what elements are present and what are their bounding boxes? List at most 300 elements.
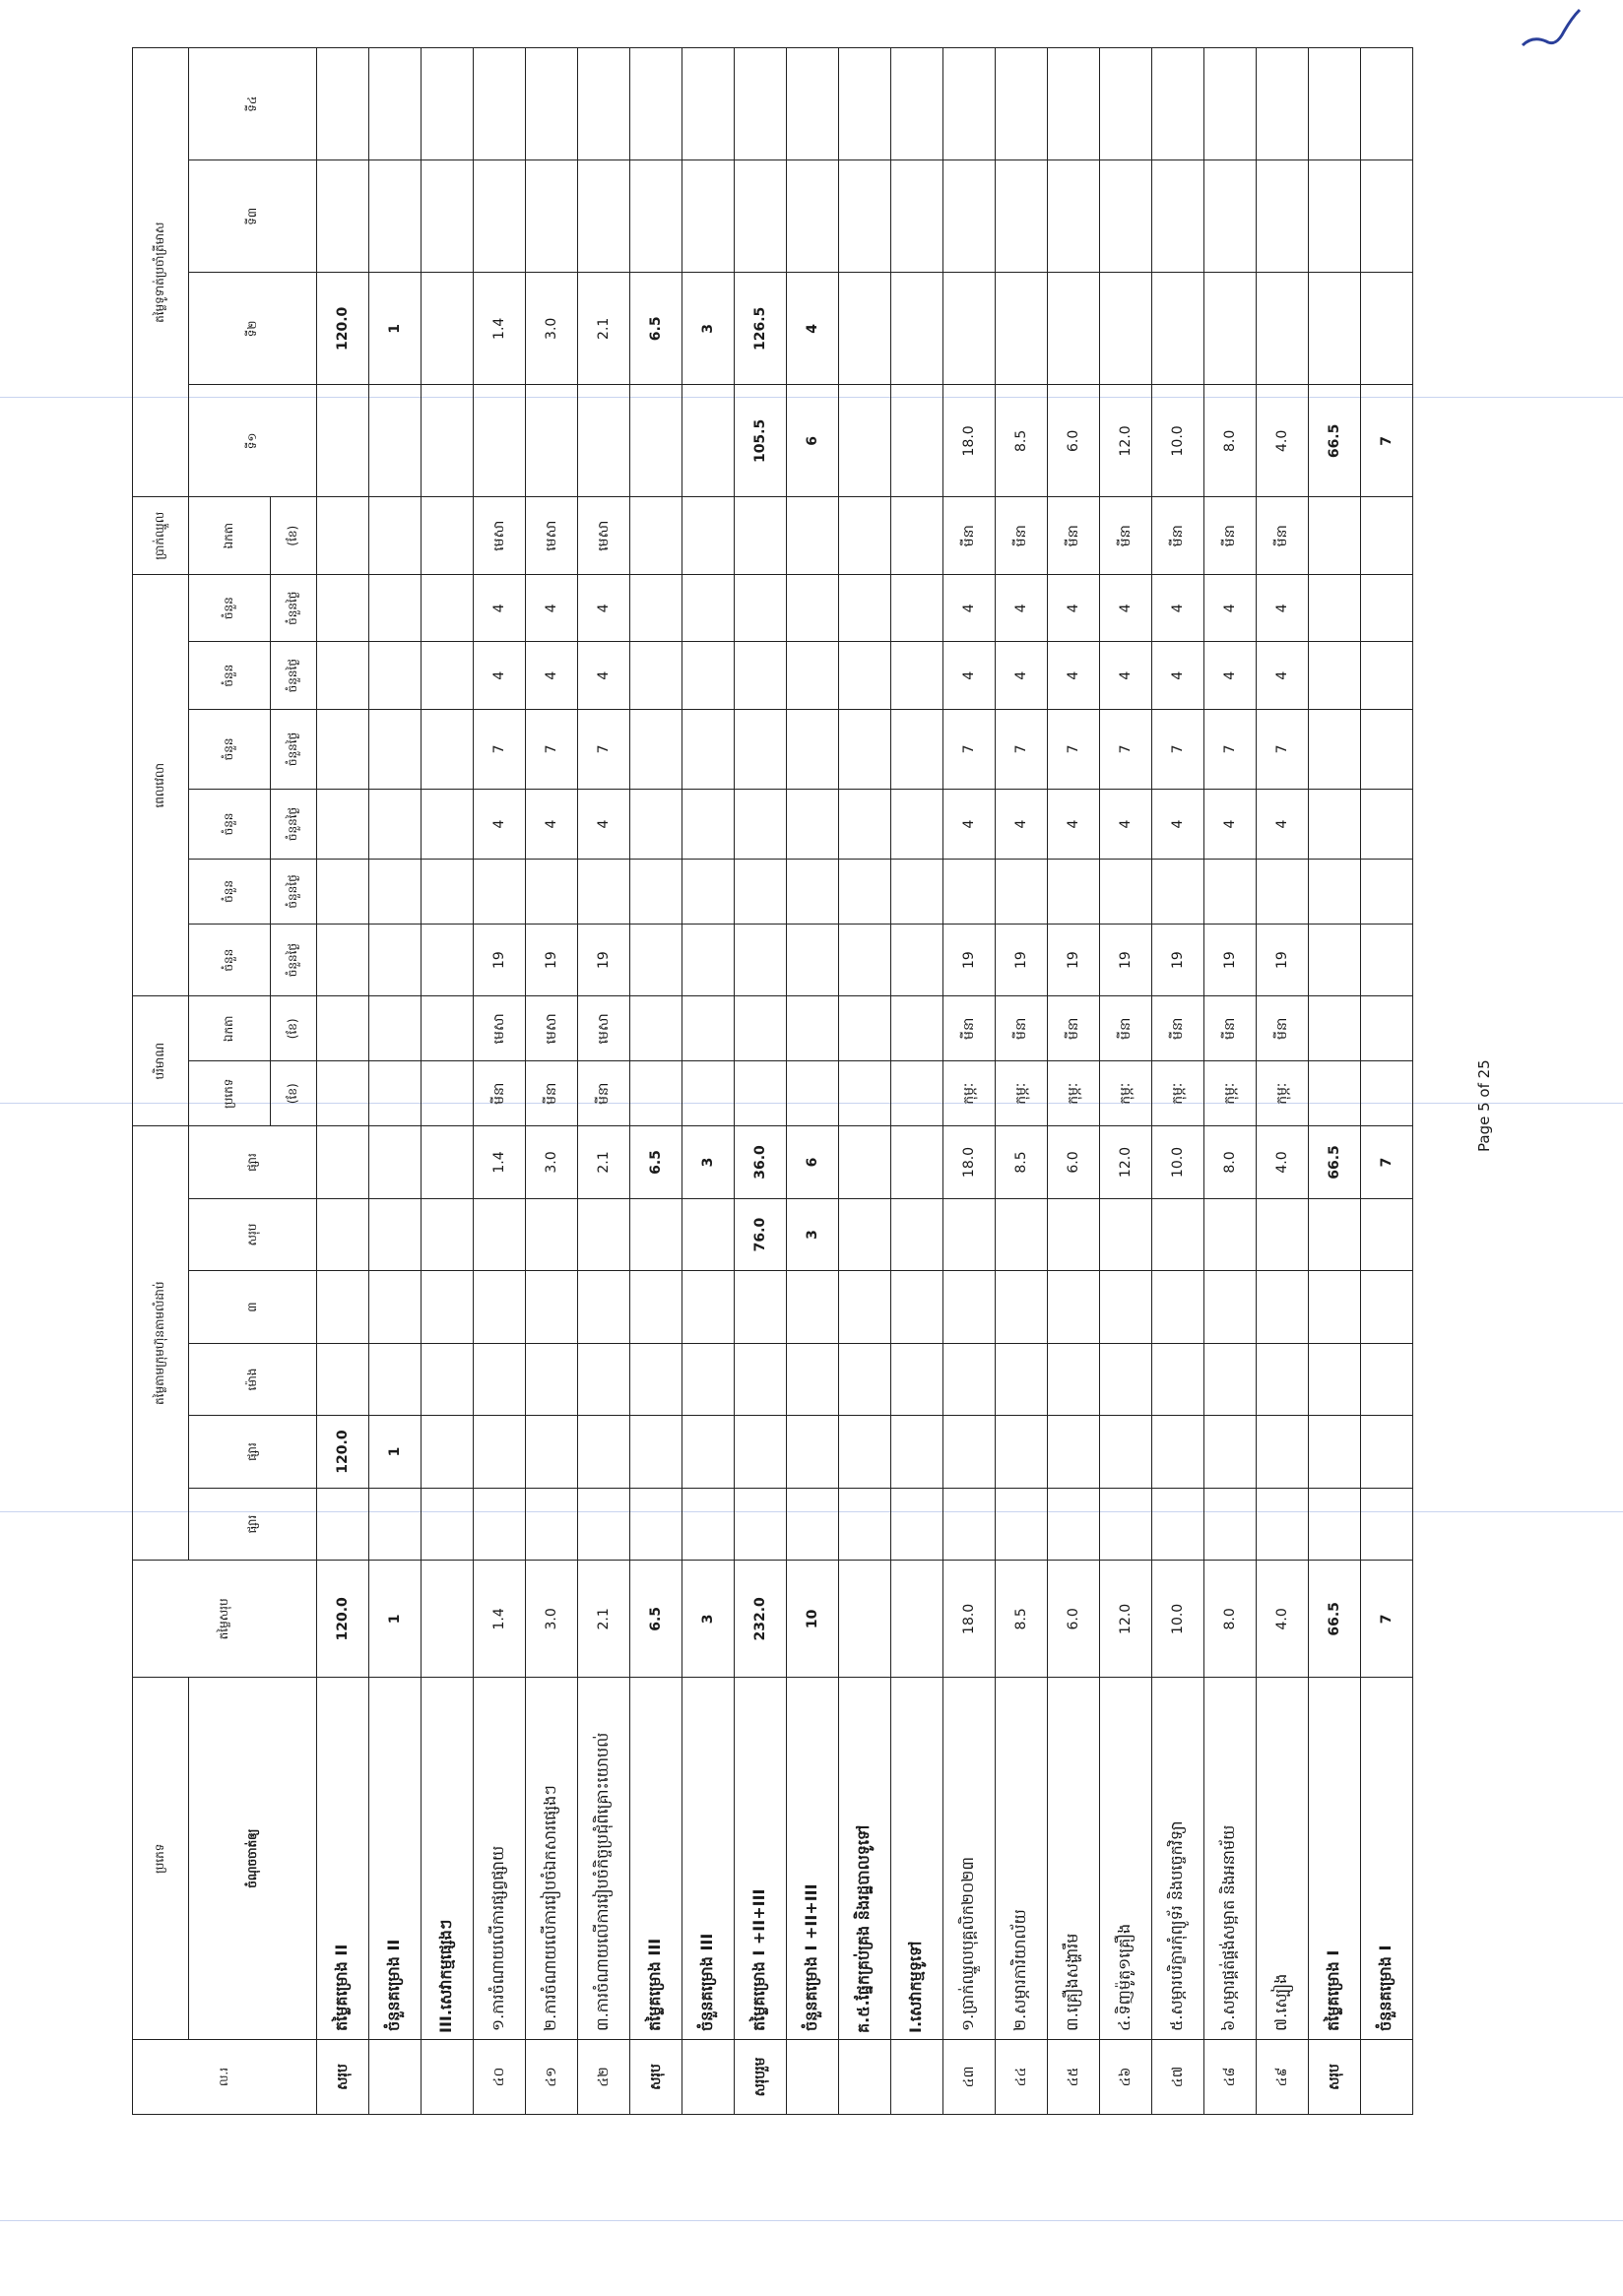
cell-qt1	[526, 385, 578, 497]
cell-m3: 4	[1257, 790, 1309, 860]
cell-u5	[526, 1198, 578, 1271]
cell-m4	[1361, 709, 1413, 789]
cell-qb	[1361, 996, 1413, 1061]
cell-u4	[839, 1271, 891, 1344]
cell-qt3	[839, 160, 891, 273]
cell-u2: 120.0	[317, 1416, 369, 1489]
cell-qa: កុម្ភៈ	[1204, 1061, 1257, 1126]
cell-qb: មីនា	[943, 996, 996, 1061]
cell-u5	[1152, 1198, 1204, 1271]
unit-col-6: ផ្សារ	[189, 1126, 317, 1199]
cell-u2	[526, 1416, 578, 1489]
row-description: តម្លៃគម្រោង I +II+III	[735, 1678, 787, 2040]
cell-m1	[682, 924, 735, 996]
cell-u5: 3	[787, 1198, 839, 1271]
cell-m3	[787, 790, 839, 860]
cell-qt1	[682, 385, 735, 497]
cell-u5	[1100, 1198, 1152, 1271]
cell-qt3	[578, 160, 630, 273]
cell-qa: កុម្ភៈ	[1048, 1061, 1100, 1126]
cell-qb	[839, 996, 891, 1061]
table-row	[1309, 48, 1361, 2115]
unit-col-4: ៣	[189, 1271, 317, 1344]
cell-u3	[317, 1343, 369, 1416]
cell-total: 7	[1361, 1561, 1413, 1678]
cell-u3	[578, 1343, 630, 1416]
cell-u6: 3	[682, 1126, 735, 1199]
cell-m3: 4	[943, 790, 996, 860]
cell-u2	[682, 1416, 735, 1489]
cell-qb	[787, 996, 839, 1061]
cell-u3	[1152, 1343, 1204, 1416]
table-row	[369, 48, 422, 2115]
cell-u3	[1361, 1343, 1413, 1416]
cell-qb	[317, 996, 369, 1061]
cell-u6: 2.1	[578, 1126, 630, 1199]
cell-pa: មីនា	[1257, 497, 1309, 575]
table-row	[1257, 48, 1309, 2115]
cell-m6: 4	[1257, 575, 1309, 642]
cell-qt4	[1361, 48, 1413, 160]
cell-u4	[1048, 1271, 1100, 1344]
cell-u1	[682, 1488, 735, 1561]
cell-u3	[1100, 1343, 1152, 1416]
group-time-header: ពេលវេលា	[133, 575, 189, 996]
row-number: ៤៤	[996, 2039, 1048, 2114]
cell-qt1: 66.5	[1309, 385, 1361, 497]
cell-qt1	[839, 385, 891, 497]
cell-qt4	[839, 48, 891, 160]
cell-u2	[630, 1416, 682, 1489]
cell-m5	[839, 642, 891, 709]
cell-u4	[1204, 1271, 1257, 1344]
cell-pa: មីនា	[996, 497, 1048, 575]
cell-m5	[891, 642, 943, 709]
table-row	[1100, 48, 1152, 2115]
time-col-4: ចំនួន	[189, 709, 271, 789]
quarter-2-header: ទី២	[189, 273, 317, 385]
qty-type-sub: (ខែ)	[271, 1061, 317, 1126]
pay-unit-header: ឯកតា	[189, 497, 271, 575]
cell-m6: 4	[1100, 575, 1152, 642]
cell-qt3	[1100, 160, 1152, 273]
cell-u2	[1048, 1416, 1100, 1489]
cell-qt3	[474, 160, 526, 273]
cell-m2	[578, 859, 630, 924]
cell-total: 4.0	[1257, 1561, 1309, 1678]
cell-u4	[317, 1271, 369, 1344]
cell-m5	[787, 642, 839, 709]
cell-m2	[787, 859, 839, 924]
cell-m2	[1048, 859, 1100, 924]
cell-m3	[735, 790, 787, 860]
cell-pa	[787, 497, 839, 575]
cell-m1: 19	[526, 924, 578, 996]
cell-u2	[1100, 1416, 1152, 1489]
cell-u5	[317, 1198, 369, 1271]
cell-m4: 7	[943, 709, 996, 789]
row-number	[422, 2039, 474, 2114]
cell-qt1: 7	[1361, 385, 1413, 497]
cell-u2	[1309, 1416, 1361, 1489]
cell-m2	[1204, 859, 1257, 924]
cell-qt3	[1361, 160, 1413, 273]
cell-u4	[943, 1271, 996, 1344]
cell-u6	[891, 1126, 943, 1199]
cell-m3: 4	[474, 790, 526, 860]
cell-pa	[682, 497, 735, 575]
time-sub-6: ចំនួនថ្ងៃ	[271, 575, 317, 642]
cell-qa: កុម្ភៈ	[996, 1061, 1048, 1126]
cell-u6: 6.5	[630, 1126, 682, 1199]
cell-m2	[422, 859, 474, 924]
cell-m4	[787, 709, 839, 789]
cell-qa	[317, 1061, 369, 1126]
cell-m6	[891, 575, 943, 642]
cell-m4: 7	[1048, 709, 1100, 789]
cell-u1	[839, 1488, 891, 1561]
cell-total: 8.0	[1204, 1561, 1257, 1678]
table-row	[578, 48, 630, 2115]
cell-qb	[1309, 996, 1361, 1061]
cell-m5: 4	[996, 642, 1048, 709]
cell-u5	[839, 1198, 891, 1271]
cell-qb	[735, 996, 787, 1061]
table-row	[682, 48, 735, 2115]
cell-m4: 7	[1100, 709, 1152, 789]
cell-m1: 19	[1152, 924, 1204, 996]
cell-u3	[682, 1343, 735, 1416]
row-number: ៤៥	[1048, 2039, 1100, 2114]
row-description: ចំនួនគម្រោង II	[369, 1678, 422, 2040]
cell-m5	[369, 642, 422, 709]
cell-qa: កុម្ភៈ	[1152, 1061, 1204, 1126]
cell-qt4	[630, 48, 682, 160]
cell-u1	[526, 1488, 578, 1561]
unit-col-3: ម៉ោង	[189, 1343, 317, 1416]
cell-total: 1	[369, 1561, 422, 1678]
cell-m4: 7	[1152, 709, 1204, 789]
quarter-4-header: ទី៤	[189, 48, 317, 160]
cell-qt2	[1361, 273, 1413, 385]
cell-m1	[630, 924, 682, 996]
cell-qt3	[1152, 160, 1204, 273]
cell-qt3	[1309, 160, 1361, 273]
row-number: ៤៩	[1257, 2039, 1309, 2114]
col-no-header: ល.រ	[133, 2039, 317, 2114]
row-number: ៤០	[474, 2039, 526, 2114]
cell-m3	[630, 790, 682, 860]
cell-qb	[422, 996, 474, 1061]
cell-m3: 4	[578, 790, 630, 860]
cell-qa	[630, 1061, 682, 1126]
group-pay-header: ប្រាក់ឈ្នួល	[133, 497, 189, 575]
cell-u6: 3.0	[526, 1126, 578, 1199]
cell-u2	[1152, 1416, 1204, 1489]
cell-u2	[891, 1416, 943, 1489]
row-description: ៣.គ្រឿងសង្ហារឹម	[1048, 1678, 1100, 2040]
cell-total: 2.1	[578, 1561, 630, 1678]
cell-qt1	[369, 385, 422, 497]
cell-qt2: 3.0	[526, 273, 578, 385]
cell-qb: មេសា	[474, 996, 526, 1061]
cell-u3	[735, 1343, 787, 1416]
cell-m5	[630, 642, 682, 709]
cell-u2	[839, 1416, 891, 1489]
cell-u1	[369, 1488, 422, 1561]
cell-qt1: 4.0	[1257, 385, 1309, 497]
row-number	[787, 2039, 839, 2114]
time-sub-5: ចំនួនថ្ងៃ	[271, 642, 317, 709]
col-desc-header: ប្រភេទ	[133, 1678, 189, 2040]
cell-qt2	[1152, 273, 1204, 385]
cell-m2	[1361, 859, 1413, 924]
cell-qt1: 12.0	[1100, 385, 1152, 497]
cell-pa	[369, 497, 422, 575]
cell-m2	[369, 859, 422, 924]
cell-qt1	[891, 385, 943, 497]
cell-u4	[735, 1271, 787, 1344]
cell-qt2	[891, 273, 943, 385]
cell-qt2	[1204, 273, 1257, 385]
cell-qt1: 6	[787, 385, 839, 497]
cell-qa	[422, 1061, 474, 1126]
cell-qa	[1361, 1061, 1413, 1126]
row-number: ៤៦	[1100, 2039, 1152, 2114]
cell-m1: 19	[1257, 924, 1309, 996]
cell-qt1	[422, 385, 474, 497]
row-description: តម្លៃគម្រោង III	[630, 1678, 682, 2040]
row-description: តម្លៃគម្រោង I	[1309, 1678, 1361, 2040]
cell-m4	[839, 709, 891, 789]
cell-m1: 19	[1100, 924, 1152, 996]
cell-qa	[682, 1061, 735, 1126]
cell-u5	[996, 1198, 1048, 1271]
cell-pa: មីនា	[1204, 497, 1257, 575]
cell-qt4	[735, 48, 787, 160]
row-description: ២.សម្ភារការិយាល័យ	[996, 1678, 1048, 2040]
cell-qt4	[474, 48, 526, 160]
cell-u6: 18.0	[943, 1126, 996, 1199]
cell-m6: 4	[1204, 575, 1257, 642]
cell-pa	[1309, 497, 1361, 575]
cell-m4	[1309, 709, 1361, 789]
cell-qt4	[1204, 48, 1257, 160]
row-description: ២.ការចំណាយលើការរៀបចំឯកសារផ្សេងៗ	[526, 1678, 578, 2040]
cell-qt1: 10.0	[1152, 385, 1204, 497]
cell-m6	[1361, 575, 1413, 642]
row-description: គ.៥.ផ្នែកគ្រប់គ្រង និងរដ្ឋបាលទូទៅ	[839, 1678, 891, 2040]
cell-m1	[1309, 924, 1361, 996]
cell-m5: 4	[474, 642, 526, 709]
cell-total: 10	[787, 1561, 839, 1678]
cell-u5	[682, 1198, 735, 1271]
time-col-2: ចំនួន	[189, 859, 271, 924]
time-sub-4: ចំនួនថ្ងៃ	[271, 709, 317, 789]
cell-u5	[369, 1198, 422, 1271]
cell-m4: 7	[474, 709, 526, 789]
cell-qa: កុម្ភៈ	[1100, 1061, 1152, 1126]
cell-qa: មីនា	[526, 1061, 578, 1126]
cell-m6: 4	[578, 575, 630, 642]
pay-unit-sub: (ខែ)	[271, 497, 317, 575]
table-row	[943, 48, 996, 2115]
row-number: ៤៧	[1152, 2039, 1204, 2114]
cell-m5	[735, 642, 787, 709]
row-number: ៤១	[526, 2039, 578, 2114]
row-description: ចំនួនគម្រោង I +II+III	[787, 1678, 839, 2040]
cell-m2	[1257, 859, 1309, 924]
cell-u3	[1309, 1343, 1361, 1416]
cell-u1	[1204, 1488, 1257, 1561]
cell-u6: 4.0	[1257, 1126, 1309, 1199]
cell-qa	[369, 1061, 422, 1126]
cell-u6: 36.0	[735, 1126, 787, 1199]
table-row	[1361, 48, 1413, 2115]
cell-qb: មេសា	[578, 996, 630, 1061]
cell-qt3	[422, 160, 474, 273]
table-row	[526, 48, 578, 2115]
cell-m2	[839, 859, 891, 924]
time-sub-3: ចំនួនថ្ងៃ	[271, 790, 317, 860]
cell-u5	[891, 1198, 943, 1271]
cell-u6: 8.0	[1204, 1126, 1257, 1199]
cell-qb: មេសា	[526, 996, 578, 1061]
cell-qt2: 120.0	[317, 273, 369, 385]
unit-col-2: ផ្សារ	[189, 1416, 317, 1489]
cell-u6: 6	[787, 1126, 839, 1199]
row-number: ៤៣	[943, 2039, 996, 2114]
cell-qa: មីនា	[578, 1061, 630, 1126]
cell-qt2: 2.1	[578, 273, 630, 385]
cell-total: 3	[682, 1561, 735, 1678]
time-col-3: ចំនួន	[189, 790, 271, 860]
cell-m3	[422, 790, 474, 860]
col-desc-subheader: ចំណុចចាត់ឲ្យ	[189, 1678, 317, 2040]
cell-qa	[787, 1061, 839, 1126]
row-description: ៤.ទិញម៉ូតូ១គ្រឿង	[1100, 1678, 1152, 2040]
cell-m1	[422, 924, 474, 996]
cell-pa	[1361, 497, 1413, 575]
cell-total: 66.5	[1309, 1561, 1361, 1678]
cell-u4	[474, 1271, 526, 1344]
cell-m1	[839, 924, 891, 996]
row-number	[369, 2039, 422, 2114]
cell-m3	[682, 790, 735, 860]
cell-u2	[422, 1416, 474, 1489]
cell-u1	[1100, 1488, 1152, 1561]
cell-pa	[891, 497, 943, 575]
cell-m1	[787, 924, 839, 996]
cell-u1	[735, 1488, 787, 1561]
cell-qt4	[422, 48, 474, 160]
cell-qb: មីនា	[1204, 996, 1257, 1061]
cell-m1: 19	[943, 924, 996, 996]
cell-u4	[526, 1271, 578, 1344]
cell-qt3	[1257, 160, 1309, 273]
row-description: ៥.សម្ភារបរិក្ខារកុំព្យូទ័រ និងបច្ចេកវិទ្យា	[1152, 1678, 1204, 2040]
cell-qb: មីនា	[1257, 996, 1309, 1061]
cell-qt2	[1100, 273, 1152, 385]
cell-u4	[1257, 1271, 1309, 1344]
cell-m5	[422, 642, 474, 709]
time-col-6: ចំនួន	[189, 575, 271, 642]
cell-qt2: 1	[369, 273, 422, 385]
cell-m6	[839, 575, 891, 642]
group-units-header: តម្លៃតាមក្រុមហ៊ុនតាមលំដាប់	[133, 1126, 189, 1561]
cell-m4: 7	[526, 709, 578, 789]
cell-u1	[578, 1488, 630, 1561]
page-rule	[0, 2220, 1623, 2221]
cell-m3: 4	[526, 790, 578, 860]
cell-qt3	[1048, 160, 1100, 273]
cell-qt3	[526, 160, 578, 273]
quarter-1-header: ទី១	[189, 385, 317, 497]
cell-qt4	[943, 48, 996, 160]
cell-qt2	[1309, 273, 1361, 385]
cell-m5	[682, 642, 735, 709]
cell-qt1	[474, 385, 526, 497]
cell-qt1	[630, 385, 682, 497]
cell-m5: 4	[1152, 642, 1204, 709]
cell-m6	[682, 575, 735, 642]
cell-m2	[1309, 859, 1361, 924]
cell-qt2: 126.5	[735, 273, 787, 385]
table-body	[317, 48, 1413, 2115]
cell-u4	[422, 1271, 474, 1344]
cell-u4	[996, 1271, 1048, 1344]
cell-u6: 66.5	[1309, 1126, 1361, 1199]
group-quarter-header: តម្លៃទូទាត់ប្រចាំត្រីមាស	[133, 48, 189, 497]
cell-qt4	[526, 48, 578, 160]
cell-total: 18.0	[943, 1561, 996, 1678]
table-row	[891, 48, 943, 2115]
cell-m1: 19	[996, 924, 1048, 996]
cell-qb: មីនា	[1152, 996, 1204, 1061]
cell-m2	[1152, 859, 1204, 924]
cell-total: 10.0	[1152, 1561, 1204, 1678]
cell-u3	[996, 1343, 1048, 1416]
cell-m6	[317, 575, 369, 642]
cell-u3	[1257, 1343, 1309, 1416]
qty-unit-sub: (ខែ)	[271, 996, 317, 1061]
cell-qt2: 1.4	[474, 273, 526, 385]
time-sub-2: ចំនួនថ្ងៃ	[271, 859, 317, 924]
cell-qt4	[317, 48, 369, 160]
cell-m6	[630, 575, 682, 642]
cell-m5	[1309, 642, 1361, 709]
cell-m6: 4	[1152, 575, 1204, 642]
row-description: ១.ការចំណាយលើការផ្សព្វផ្សាយ	[474, 1678, 526, 2040]
cell-m5: 4	[1048, 642, 1100, 709]
cell-u6	[422, 1126, 474, 1199]
cell-u5	[474, 1198, 526, 1271]
cell-u4	[787, 1271, 839, 1344]
cell-m3	[891, 790, 943, 860]
cell-m3: 4	[1048, 790, 1100, 860]
cell-u1	[630, 1488, 682, 1561]
cell-m6	[1309, 575, 1361, 642]
cell-u5	[1309, 1198, 1361, 1271]
cell-m1	[735, 924, 787, 996]
cell-total: 12.0	[1100, 1561, 1152, 1678]
row-number: ៤២	[578, 2039, 630, 2114]
cell-m5: 4	[943, 642, 996, 709]
table-row	[422, 48, 474, 2115]
cell-m3: 4	[996, 790, 1048, 860]
cell-qt4	[1100, 48, 1152, 160]
qty-type-header: ប្រភេទ	[189, 1061, 271, 1126]
